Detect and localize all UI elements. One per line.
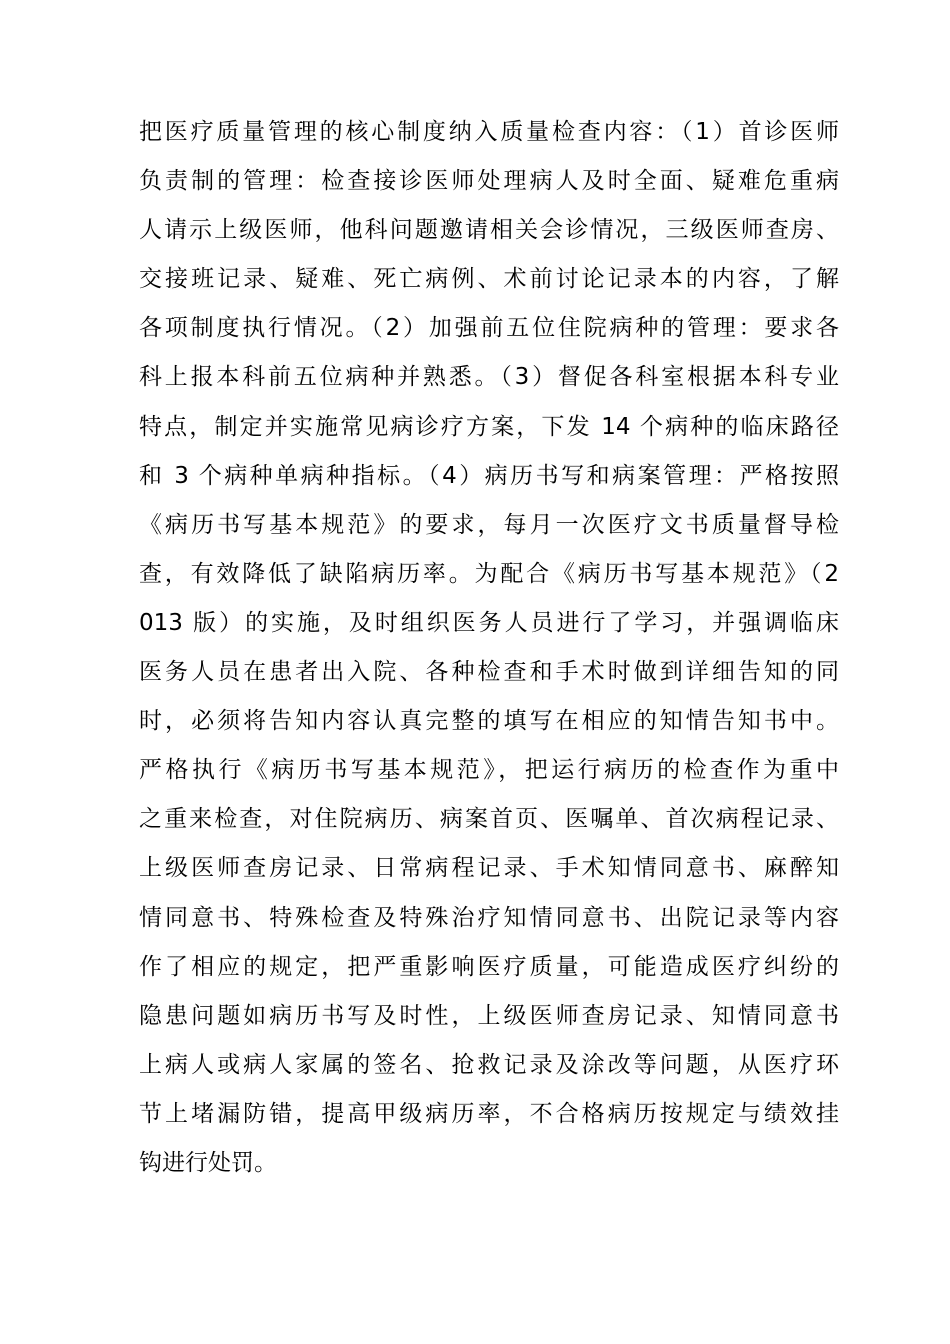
text-line-18: 作了相应的规定，把严重影响医疗质量，可能造成医疗纠纷的 [139,953,839,980]
text-line-20: 上病人或病人家属的签名、抢救记录及涂改等问题，从医疗环 [139,1051,839,1078]
body-paragraph [139,108,839,1188]
text-line-16: 上级医师查房记录、日常病程记录、手术知情同意书、麻醉知 [139,855,839,882]
text-line-14: 严格执行《病历书写基本规范》，把运行病历的检查作为重中 [139,757,839,784]
text-line-21: 节上堵漏防错，提高甲级病历率，不合格病历按规定与绩效挂 [139,1100,839,1127]
text-line-11: 013 版）的实施，及时组织医务人员进行了学习，并强调临床 [139,609,839,636]
text-line-13: 时，必须将告知内容认真完整的填写在相应的知情告知书中。 [139,708,839,735]
text-line-5: 各项制度执行情况。（2）加强前五位住院病种的管理：要求各 [139,315,839,342]
text-line-3: 人请示上级医师，他科问题邀请相关会诊情况，三级医师查房、 [139,217,839,244]
text-line-15: 之重来检查，对住院病历、病案首页、医嘱单、首次病程记录、 [139,806,839,833]
text-line-19: 隐患问题如病历书写及时性，上级医师查房记录、知情同意书 [139,1002,839,1029]
text-line-7: 特点，制定并实施常见病诊疗方案，下发 14 个病种的临床路径 [139,413,839,440]
text-line-10: 查，有效降低了缺陷病历率。为配合《病历书写基本规范》（2 [139,560,839,587]
text-line-2: 负责制的管理：检查接诊医师处理病人及时全面、疑难危重病 [139,168,839,195]
text-line-12: 医务人员在患者出入院、各种检查和手术时做到详细告知的同 [139,659,839,686]
text-line-6: 科上报本科前五位病种并熟悉。（3）督促各科室根据本科专业 [139,364,839,391]
text-line-4: 交接班记录、疑难、死亡病例、术前讨论记录本的内容，了解 [139,266,839,293]
text-line-8: 和 3 个病种单病种指标。（4）病历书写和病案管理：严格按照 [139,462,839,489]
text-line-17: 情同意书、特殊检查及特殊治疗知情同意书、出院记录等内容 [139,904,839,931]
text-line-22: 钩进行处罚。 [139,1149,277,1176]
text-line-9: 《病历书写基本规范》的要求，每月一次医疗文书质量督导检 [139,511,839,538]
text-line-1: 把医疗质量管理的核心制度纳入质量检查内容：（1）首诊医师 [139,119,839,145]
